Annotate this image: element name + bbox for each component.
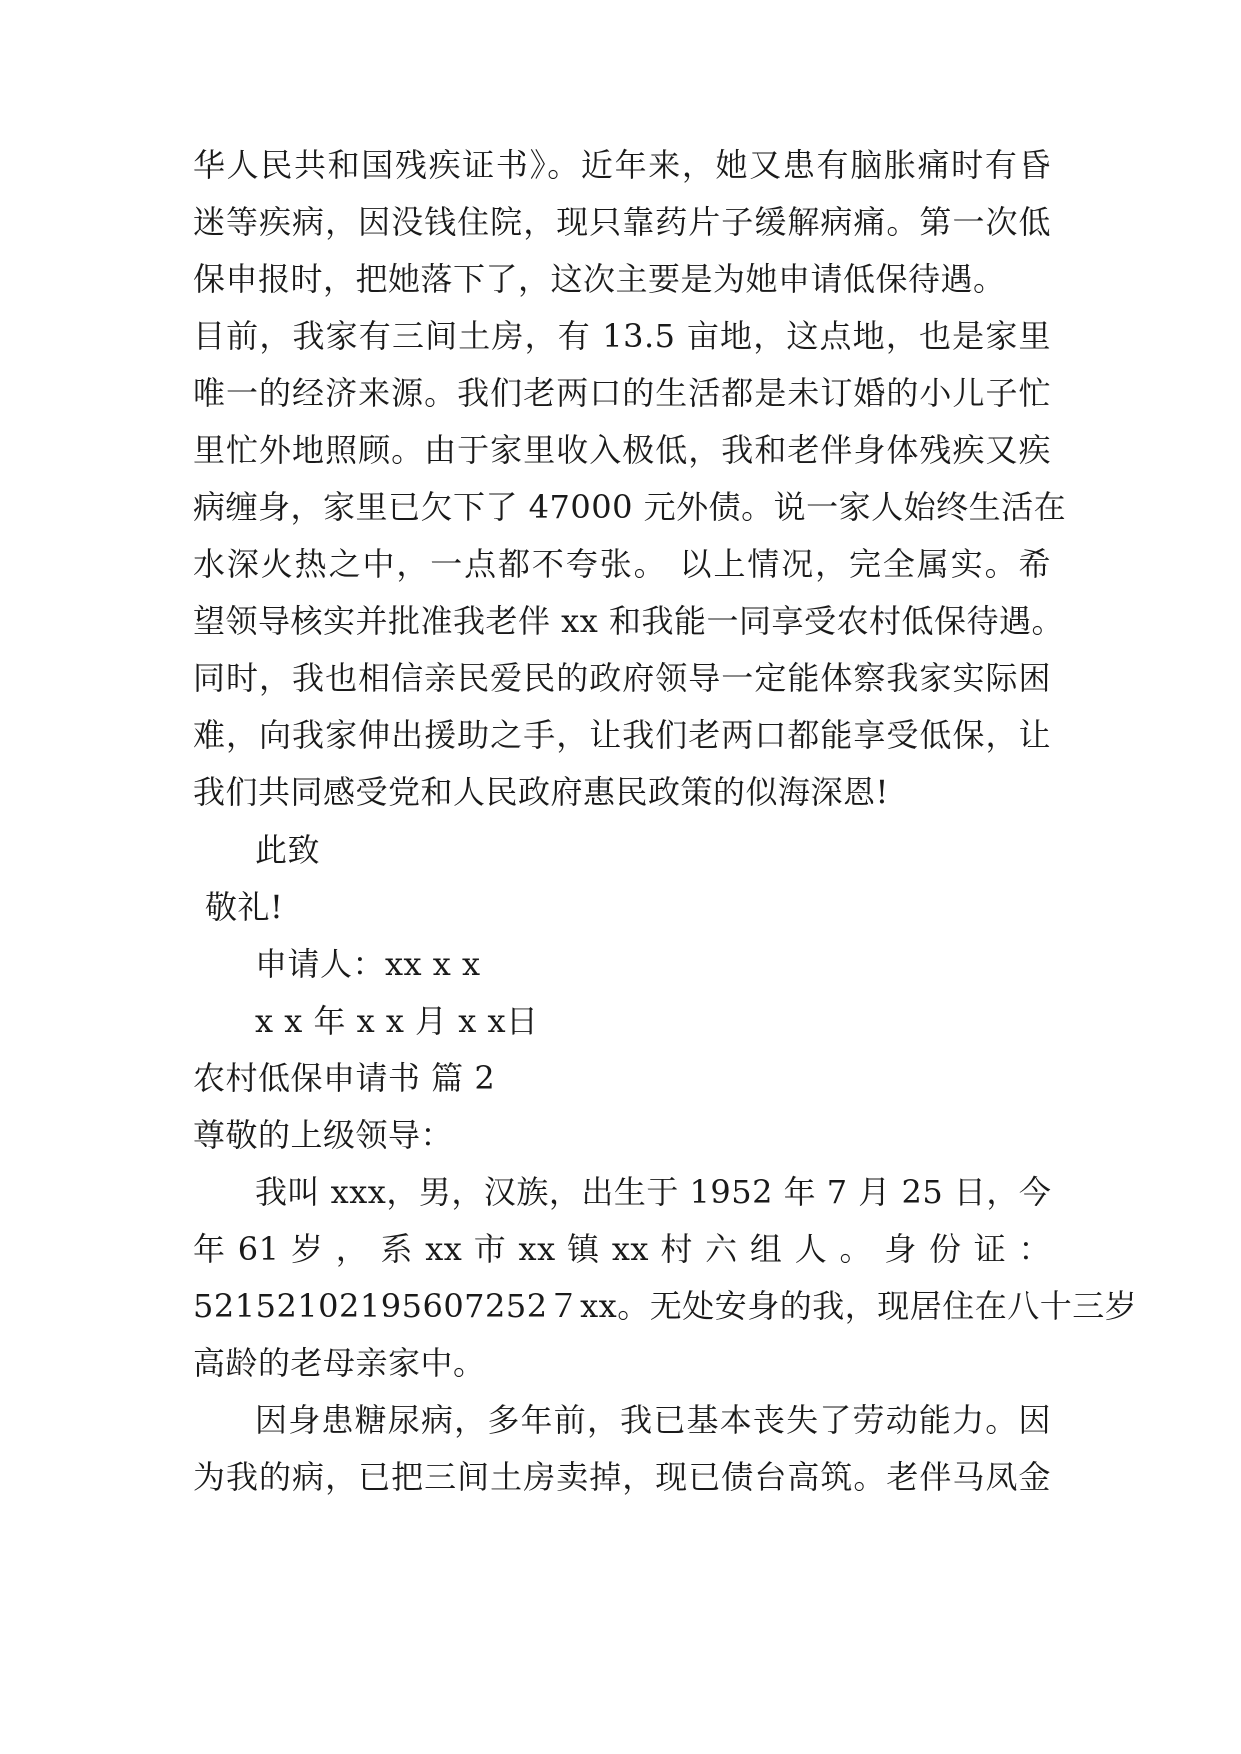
body-line-1: 华人民共和国残疾证书》。近年来，她又患有脑胀痛时有昏 xyxy=(193,146,1051,184)
section2-line-2: 年 61 岁 ， 系 xx 市 xx 镇 xx 村 六 组 人 。 身 份 证 ： xyxy=(193,1230,1051,1268)
body-line-12: 我们共同感受党和人民政府惠民政策的似海深恩! xyxy=(193,773,889,811)
body-line-4: 目前，我家有三间土房，有 13.5 亩地，这点地，也是家里 xyxy=(193,317,1051,355)
body-line-6: 里忙外地照顾。由于家里收入极低，我和老伴身体残疾又疾 xyxy=(193,431,1051,469)
body-line-7: 病缠身，家里已欠下了 47000 元外债。说一家人始终生活在 xyxy=(193,488,1067,526)
section2-line-5: 因身患糖尿病，多年前，我已基本丧失了劳动能力。因 xyxy=(255,1401,1051,1439)
section2-line-6: 为我的病，已把三间土房卖掉，现已债台高筑。老伴马凤金 xyxy=(193,1458,1051,1496)
body-line-11: 难，向我家伸出援助之手，让我们老两口都能享受低保，让 xyxy=(193,716,1051,754)
closing-regards: 敬礼! xyxy=(205,888,284,926)
greeting: 尊敬的上级领导： xyxy=(193,1116,454,1154)
signature-date: x x 年 x x 月 x x日 xyxy=(255,1002,539,1040)
applicant-signature: 申请人：xx x x xyxy=(255,945,481,983)
body-line-3: 保申报时，把她落下了，这次主要是为她申请低保待遇。 xyxy=(193,260,1006,298)
section2-line-1: 我叫 xxx，男，汉族，出生于 1952 年 7 月 25 日，今 xyxy=(255,1173,1052,1211)
body-line-8: 水深火热之中，一点都不夸张。 以上情况，完全属实。希 xyxy=(193,545,1051,583)
section2-line-3: 52152102195607252７xx。无处安身的我，现居住在八十三岁 xyxy=(193,1287,1138,1325)
section2-line-4: 高龄的老母亲家中。 xyxy=(193,1344,486,1382)
body-line-9: 望领导核实并批准我老伴 xx 和我能一同享受农村低保待遇。 xyxy=(193,602,1064,640)
body-line-5: 唯一的经济来源。我们老两口的生活都是未订婚的小儿子忙 xyxy=(193,374,1051,412)
body-line-2: 迷等疾病，因没钱住院，现只靠药片子缓解病痛。第一次低 xyxy=(193,203,1051,241)
body-line-10: 同时，我也相信亲民爱民的政府领导一定能体察我家实际困 xyxy=(193,659,1051,697)
closing-salutation: 此致 xyxy=(255,831,321,869)
section-heading: 农村低保申请书 篇 2 xyxy=(193,1059,496,1097)
